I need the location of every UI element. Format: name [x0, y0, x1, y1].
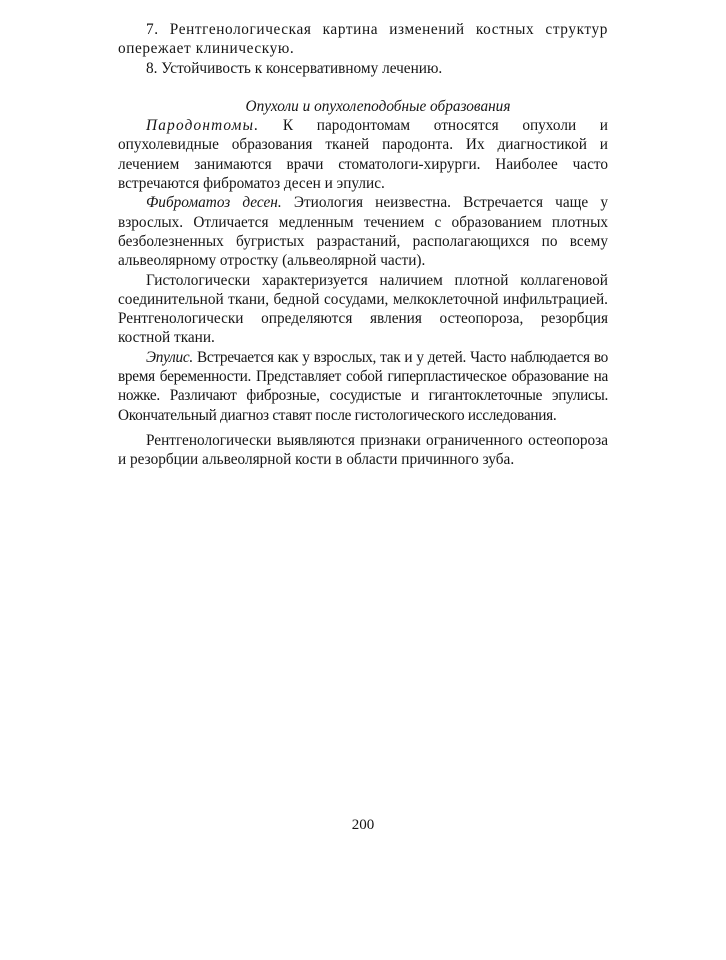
term-epulis: Эпулис.	[146, 348, 193, 366]
paragraph-epulis-text: Встречается как у взрослых, так и у детей. Часто наблюдается во время беременности. Представляет собой гиперпластическое образование на ножке. Различают фиброзные, сосудистые и гигантоклеточные эпулисы. Окончательный диагноз ставят после гистологического исследования.	[118, 348, 608, 424]
section-title: Опухоли и опухолеподобные образования	[245, 97, 511, 115]
list-item-7: 7. Рентгенологическая картина изменений костных структур опережает клиническую.	[118, 21, 608, 58]
paragraph-fibromatosis-text: Этиология неизвестна. Встречается чаще у взрослых. Отличается медленным течением с образованием плотных безболезненных бугристых разрастаний, располагающихся по всему альвеолярному отростку (альвеолярной части).	[118, 194, 608, 270]
term-parodontoma: Пародонтомы.	[146, 117, 260, 135]
list-item-8: 8. Устойчивость к консервативному лечению.	[146, 59, 443, 77]
paragraph-parodontoma-text: К пародонтомам относятся опухоли и опухолевидные образования тканей пародонта. Их диагностикой и лечением занимаются врачи стоматологи-хирурги. Наиболее часто встречаются фиброматоз десен и эпулис.	[118, 117, 608, 193]
paragraph-xray: Рентгенологически выявляются признаки ограниченного остеопороза и резорбции альвеолярной кости в области причинного зуба.	[118, 431, 608, 469]
spacer	[118, 78, 608, 97]
term-fibromatosis: Фиброматоз десен.	[146, 194, 282, 212]
paragraph-parodontoma	[118, 116, 608, 193]
paragraph-fibromatosis	[118, 193, 608, 270]
paragraph-epulis	[118, 348, 608, 425]
paragraph-histology: Гистологически характеризуется наличием плотной коллагеновой соединительной ткани, бедной сосудами, мелкоклеточной инфильтрацией. Рентгенологически определяются явления остеопороза, резорбция костной ткани.	[118, 271, 608, 347]
page-number: 200	[351, 817, 375, 833]
page-body	[118, 20, 608, 470]
